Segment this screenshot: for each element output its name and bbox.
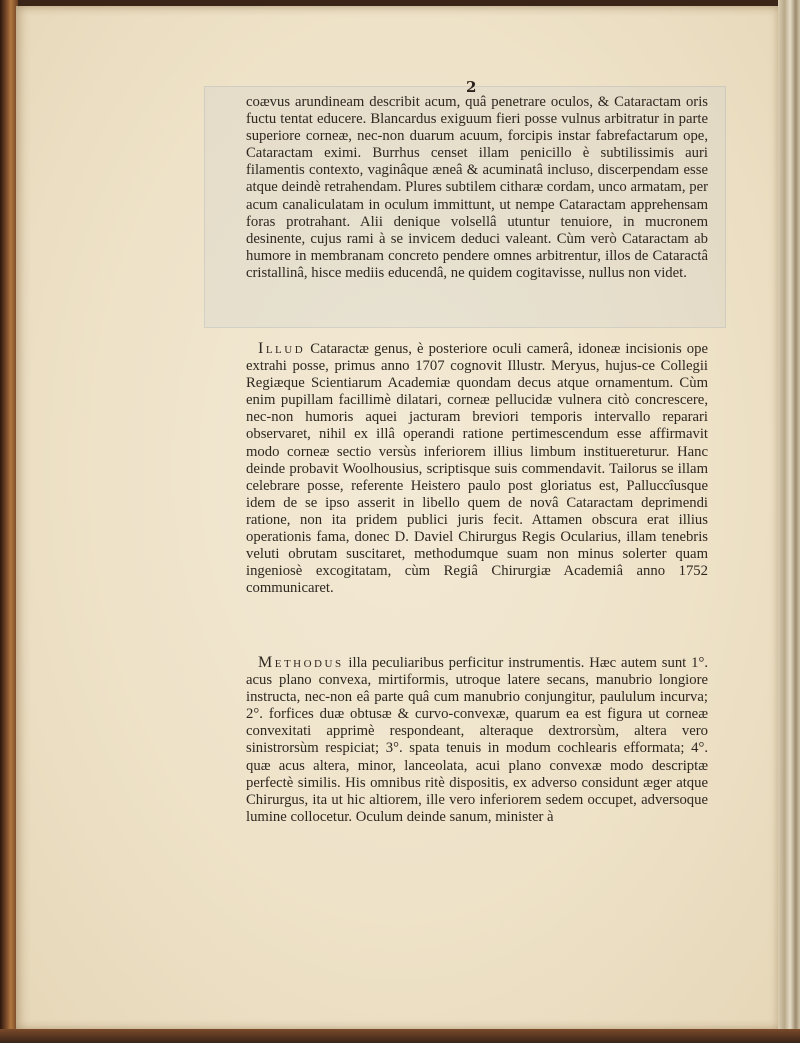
page-number: 2 (466, 78, 477, 96)
paragraph-lead-word: Methodus (258, 654, 344, 671)
paragraph-1 (246, 94, 708, 282)
paragraph-text: illa peculiaribus perficitur instrumentis. Hæc autem sunt 1°. acus plano convexa, mirtiformis, utroque latere secans, manubrio longiore instructa, nec-non eâ parte quâ cum manubrio conjungitur, paululum incurva; 2°. forfices duæ obtusæ & curvo-convexæ, quarum ea est figura ut corneæ convexitati apprimè respondeant, alteraque dextrorsùm, altera vero sinistrorsùm respiciat; 3°. spata tenuis in modum cochlearis efformata; 4°. quæ acus altera, minor, lanceolata, acui plano convexæ modo descriptæ perfectè similis. His omnibus ritè dispositis, ex adverso considunt æger atque Chirurgus, ita ut hic altiorem, ille vero inferiorem sedem occupet, adversoque lumine collocetur. Oculum deinde sanum, minister à (246, 655, 708, 825)
paragraph-lead-word: Illud (258, 340, 306, 357)
book-page-edges-right (778, 0, 800, 1043)
paragraph-text: Cataractæ genus, è posteriore oculi camerâ, idoneæ incisionis ope extrahi posse, primus anno 1707 cognovit Illustr. Meryus, hujus-ce Collegii Regiæque Scientiarum Academiæ quondam decus atque ornamentum. Cùm enim pupillam facillimè dilatari, corneæ pellucidæ vulnera citò concrescere, nec-non humoris aquei jacturam breviori temporis intervallo reparari observaret, nihil ex illâ operandi ratione pertimescendum esse affirmavit modo corneæ sectio versùs inferiorem illius limbum instituereturur. Hanc deinde probavit Woolhousius, scriptisque suis commendavit. Tailorus se illam celebrare posse, referente Heistero paulo post gloriatus est, Palluccîusque idem de se ipso asserit in libello quem de novâ Cataractam deprimendi ratione, non ita pridem publici juris fecit. Attamen obscura erat illius operationis fama, donec D. Daviel Chirurgus Regis Ocularius, illam tenebris veluti obrutam suscitaret, methodumque suam non minus solerter quam ingeniosè excogitatam, cùm Regiâ Chirurgiæ Academiâ anno 1752 communicaret. (246, 341, 708, 597)
paragraph-2 (246, 340, 708, 597)
paragraph-text: coævus arundineam describit acum, quâ penetrare oculos, & Cataractam oris fuctu tentat educere. Blancardus exiguum fieri posse vulnus arbitratur in parte superiore corneæ, nec-non duarum acuum, forcipis instar fabrefactarum ope, Cataractam eximi. Burrhus censet illam penicillo è subtilissimis auri filamentis contexto, vaginâque æneâ & acuminatâ incluso, discerpendam esse atque deindè retrahendam. Plures subtilem citharæ cordam, unco armatam, per acum canaliculatam in oculum immittunt, ut nempe Cataractam apprehensam foras protrahant. Alii denique volsellâ utuntur tenuiore, in mucronem desinente, cujus rami à se invicem deduci valeant. Cùm verò Cataractam ab humore in membranam concreto pendere omnes arbitrentur, illos de Cataractâ cristallinâ, hisce mediis educendâ, ne quidem cogitavisse, nullus non videt. (246, 94, 708, 281)
paragraph-3 (246, 654, 708, 826)
book-cover-bottom (0, 1029, 800, 1043)
